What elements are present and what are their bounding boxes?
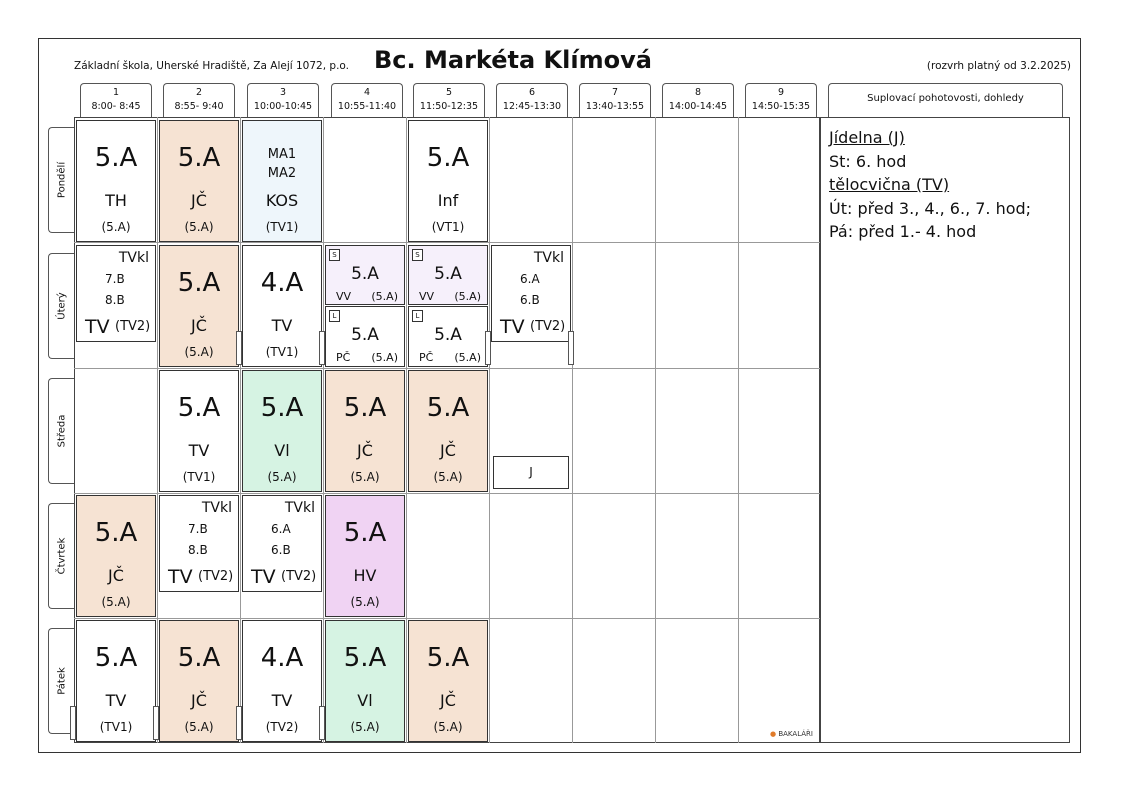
day-tab-utery bbox=[48, 253, 74, 359]
lesson-class: 5.A bbox=[94, 518, 138, 548]
lesson-cell[interactable] bbox=[491, 245, 571, 342]
lesson-room: (5.A) bbox=[371, 290, 398, 303]
lesson-class: 5.A bbox=[177, 643, 221, 673]
supervision-j-box[interactable]: J bbox=[493, 456, 569, 489]
grid-line bbox=[572, 117, 573, 743]
lesson-half-cell[interactable] bbox=[408, 306, 488, 367]
lesson-room: (5.A) bbox=[350, 720, 380, 734]
lesson-group: 6.B bbox=[271, 543, 291, 557]
bakalari-logo bbox=[770, 730, 813, 738]
lesson-group: 6.A bbox=[520, 272, 540, 286]
lesson-cell[interactable] bbox=[408, 120, 488, 242]
lesson-room: (TV2) bbox=[265, 720, 299, 734]
period-time: 14:50-15:35 bbox=[751, 101, 811, 112]
teacher-name: Bc. Markéta Klímová bbox=[374, 46, 652, 74]
lesson-room: (TV1) bbox=[182, 470, 216, 484]
lesson-cell[interactable] bbox=[159, 495, 239, 592]
lesson-subject: JČ bbox=[191, 316, 207, 335]
period-number: 2 bbox=[195, 87, 203, 98]
lesson-subject: JČ bbox=[191, 191, 207, 210]
period-header-9 bbox=[745, 83, 817, 117]
lesson-subject: TV bbox=[271, 316, 293, 335]
lesson-cell[interactable] bbox=[408, 620, 488, 742]
period-header-4 bbox=[331, 83, 403, 117]
lesson-class: 5.A bbox=[343, 393, 387, 423]
drag-handle[interactable] bbox=[319, 706, 325, 740]
lesson-class: 5.A bbox=[177, 268, 221, 298]
lesson-cell[interactable] bbox=[242, 120, 322, 242]
period-header-3 bbox=[247, 83, 319, 117]
period-header-6 bbox=[496, 83, 568, 117]
period-time: 13:40-13:55 bbox=[585, 101, 645, 112]
period-number: 8 bbox=[694, 87, 702, 98]
drag-handle[interactable] bbox=[70, 706, 76, 740]
lesson-cell[interactable] bbox=[242, 370, 322, 492]
lesson-class: TVkl bbox=[118, 250, 149, 266]
lesson-cell[interactable] bbox=[408, 370, 488, 492]
lesson-cell[interactable] bbox=[242, 245, 322, 367]
lesson-class: TVkl bbox=[533, 250, 564, 266]
lesson-room: (5.A) bbox=[350, 470, 380, 484]
period-time: 8:00- 8:45 bbox=[91, 101, 141, 112]
lesson-group: 7.B bbox=[188, 522, 208, 536]
lesson-subject: JČ bbox=[440, 441, 456, 460]
lesson-class: 5.A bbox=[351, 264, 379, 284]
day-label: Úterý bbox=[56, 292, 67, 320]
lesson-room: (5.A) bbox=[433, 720, 463, 734]
lesson-room: (TV1) bbox=[265, 345, 299, 359]
grid-line bbox=[406, 117, 407, 743]
supervision-pa: Pá: před 1.- 4. hod bbox=[829, 222, 977, 241]
period-header-5 bbox=[413, 83, 485, 117]
lesson-class: 5.A bbox=[426, 143, 470, 173]
lesson-cell[interactable] bbox=[76, 245, 156, 342]
lesson-room: (5.A) bbox=[101, 595, 131, 609]
lesson-subject: TV bbox=[271, 691, 293, 710]
period-header-8 bbox=[662, 83, 734, 117]
lesson-subject: JČ bbox=[440, 691, 456, 710]
lesson-group: 6.A bbox=[271, 522, 291, 536]
lesson-class: 5.A bbox=[434, 325, 462, 345]
lesson-subject: VV bbox=[419, 290, 435, 303]
lesson-cell[interactable] bbox=[325, 495, 405, 617]
lesson-room: (TV1) bbox=[99, 720, 133, 734]
lesson-subject: HV bbox=[353, 566, 377, 585]
drag-handle[interactable] bbox=[153, 706, 159, 740]
week-tag: L bbox=[412, 310, 423, 322]
grid-line bbox=[489, 117, 490, 743]
lesson-room: (5.A) bbox=[184, 720, 214, 734]
suplovani-header: Suplovací pohotovosti, dohledy bbox=[828, 83, 1063, 117]
drag-handle[interactable] bbox=[568, 331, 574, 365]
day-label: Středa bbox=[56, 414, 67, 448]
day-tab-ctvrtek bbox=[48, 503, 74, 609]
lesson-group: 7.B bbox=[105, 272, 125, 286]
lesson-cell[interactable] bbox=[159, 120, 239, 242]
lesson-room: (TV2) bbox=[530, 319, 566, 334]
lesson-room: (VT1) bbox=[431, 220, 465, 234]
lesson-subject: PČ bbox=[336, 351, 351, 364]
lesson-subject: Vl bbox=[357, 691, 373, 710]
lesson-class: 5.A bbox=[260, 393, 304, 423]
grid-line bbox=[157, 117, 158, 743]
lesson-group: 6.B bbox=[520, 293, 540, 307]
period-number: 4 bbox=[363, 87, 371, 98]
grid-line bbox=[74, 368, 820, 369]
lesson-room: (TV2) bbox=[281, 569, 317, 584]
bakalari-icon: ● bbox=[770, 730, 777, 738]
lesson-class: 5.A bbox=[434, 264, 462, 284]
lesson-subject: JČ bbox=[191, 691, 207, 710]
lesson-half-cell[interactable] bbox=[325, 306, 405, 367]
supervision-telocvicna: tělocvična (TV) bbox=[829, 175, 950, 194]
week-tag: S bbox=[412, 249, 423, 261]
lesson-cell[interactable] bbox=[159, 370, 239, 492]
lesson-subject: VV bbox=[336, 290, 352, 303]
supervision-ut: Út: před 3., 4., 6., 7. hod; bbox=[829, 198, 1032, 218]
lesson-subject: TV bbox=[251, 566, 276, 588]
lesson-cell[interactable] bbox=[76, 495, 156, 617]
school-name: Základní škola, Uherské Hradiště, Za Alejí 1072, p.o. bbox=[74, 60, 349, 72]
lesson-class: 5.A bbox=[343, 518, 387, 548]
lesson-subject: TV bbox=[85, 316, 110, 338]
day-label: Čtvrtek bbox=[56, 537, 67, 575]
drag-handle[interactable] bbox=[319, 331, 325, 365]
period-number: 3 bbox=[279, 87, 287, 98]
day-label: Pondělí bbox=[56, 161, 67, 199]
lesson-cell[interactable] bbox=[76, 620, 156, 742]
grid-line bbox=[655, 117, 656, 743]
lesson-subject: TH bbox=[105, 191, 127, 210]
drag-handle[interactable] bbox=[236, 331, 242, 365]
grid-line bbox=[74, 618, 820, 619]
lesson-class: 4.A bbox=[260, 643, 304, 673]
lesson-class: 5.A bbox=[177, 393, 221, 423]
drag-handle[interactable] bbox=[485, 331, 491, 365]
lesson-class: 5.A bbox=[351, 325, 379, 345]
week-tag: S bbox=[329, 249, 340, 261]
lesson-class: 5.A bbox=[426, 393, 470, 423]
lesson-class: TVkl bbox=[284, 500, 315, 516]
lesson-room: (5.A) bbox=[454, 351, 481, 364]
day-tab-pondeli bbox=[48, 127, 74, 233]
lesson-group: 8.B bbox=[105, 293, 125, 307]
lesson-subject: JČ bbox=[108, 566, 124, 585]
lesson-subject: Inf bbox=[437, 191, 459, 210]
grid-line bbox=[323, 117, 324, 743]
lesson-subject: JČ bbox=[357, 441, 373, 460]
period-number: 1 bbox=[112, 87, 120, 98]
lesson-subject: PČ bbox=[419, 351, 434, 364]
lesson-room: (5.A) bbox=[350, 595, 380, 609]
period-time: 10:00-10:45 bbox=[253, 101, 313, 112]
grid-line bbox=[738, 117, 739, 743]
lesson-subject: TV bbox=[105, 691, 127, 710]
period-header-2 bbox=[163, 83, 235, 117]
lesson-class: 4.A bbox=[260, 268, 304, 298]
lesson-room: (5.A) bbox=[267, 470, 297, 484]
period-number: 6 bbox=[528, 87, 536, 98]
lesson-subject: Vl bbox=[274, 441, 290, 460]
lesson-room: (5.A) bbox=[101, 220, 131, 234]
logo-text: BAKALÁŘI bbox=[778, 730, 813, 738]
lesson-cell[interactable] bbox=[325, 620, 405, 742]
day-tab-streda bbox=[48, 378, 74, 484]
lesson-room: (5.A) bbox=[184, 220, 214, 234]
validity-note: (rozvrh platný od 3.2.2025) bbox=[926, 60, 1071, 72]
lesson-class: 5.A bbox=[343, 643, 387, 673]
lesson-room: (TV1) bbox=[265, 220, 299, 234]
lesson-class: TVkl bbox=[201, 500, 232, 516]
lesson-class: 5.A bbox=[177, 143, 221, 173]
lesson-room: (TV2) bbox=[115, 319, 151, 334]
lesson-room: (5.A) bbox=[371, 351, 398, 364]
supervision-panel bbox=[820, 117, 1070, 743]
lesson-subject: TV bbox=[188, 441, 210, 460]
period-time: 12:45-13:30 bbox=[502, 101, 562, 112]
lesson-subject: TV bbox=[168, 566, 193, 588]
lesson-class: 5.A bbox=[426, 643, 470, 673]
lesson-cell[interactable] bbox=[159, 620, 239, 742]
grid-line bbox=[240, 117, 241, 743]
period-time: 10:55-11:40 bbox=[337, 101, 397, 112]
period-number: 5 bbox=[445, 87, 453, 98]
lesson-cell[interactable] bbox=[242, 620, 322, 742]
drag-handle[interactable] bbox=[236, 706, 242, 740]
lesson-class: 5.A bbox=[94, 643, 138, 673]
grid-line bbox=[74, 242, 820, 243]
period-time: 8:55- 9:40 bbox=[174, 101, 224, 112]
period-header-1 bbox=[80, 83, 152, 117]
lesson-room: (5.A) bbox=[433, 470, 463, 484]
lesson-half-cell[interactable] bbox=[408, 245, 488, 305]
supervision-jidelna: Jídelna (J) bbox=[829, 128, 905, 147]
lesson-subject: TV bbox=[500, 316, 525, 338]
lesson-group: 8.B bbox=[188, 543, 208, 557]
period-header-7 bbox=[579, 83, 651, 117]
lesson-half-cell[interactable] bbox=[325, 245, 405, 305]
period-time: 14:00-14:45 bbox=[668, 101, 728, 112]
lesson-room: (5.A) bbox=[184, 345, 214, 359]
lesson-class: 5.A bbox=[94, 143, 138, 173]
supervision-st: St: 6. hod bbox=[829, 151, 907, 171]
lesson-group: MA2 bbox=[267, 166, 297, 181]
lesson-cell[interactable] bbox=[242, 495, 322, 592]
week-tag: L bbox=[329, 310, 340, 322]
lesson-room: (5.A) bbox=[454, 290, 481, 303]
period-number: 7 bbox=[611, 87, 619, 98]
lesson-group: MA1 bbox=[267, 147, 297, 162]
lesson-cell[interactable] bbox=[159, 245, 239, 367]
grid-line bbox=[74, 493, 820, 494]
lesson-cell[interactable] bbox=[76, 120, 156, 242]
lesson-room: (TV2) bbox=[198, 569, 234, 584]
lesson-subject: KOS bbox=[265, 191, 299, 210]
period-number: 9 bbox=[777, 87, 785, 98]
period-time: 11:50-12:35 bbox=[419, 101, 479, 112]
lesson-cell[interactable] bbox=[325, 370, 405, 492]
day-label: Pátek bbox=[56, 667, 67, 695]
